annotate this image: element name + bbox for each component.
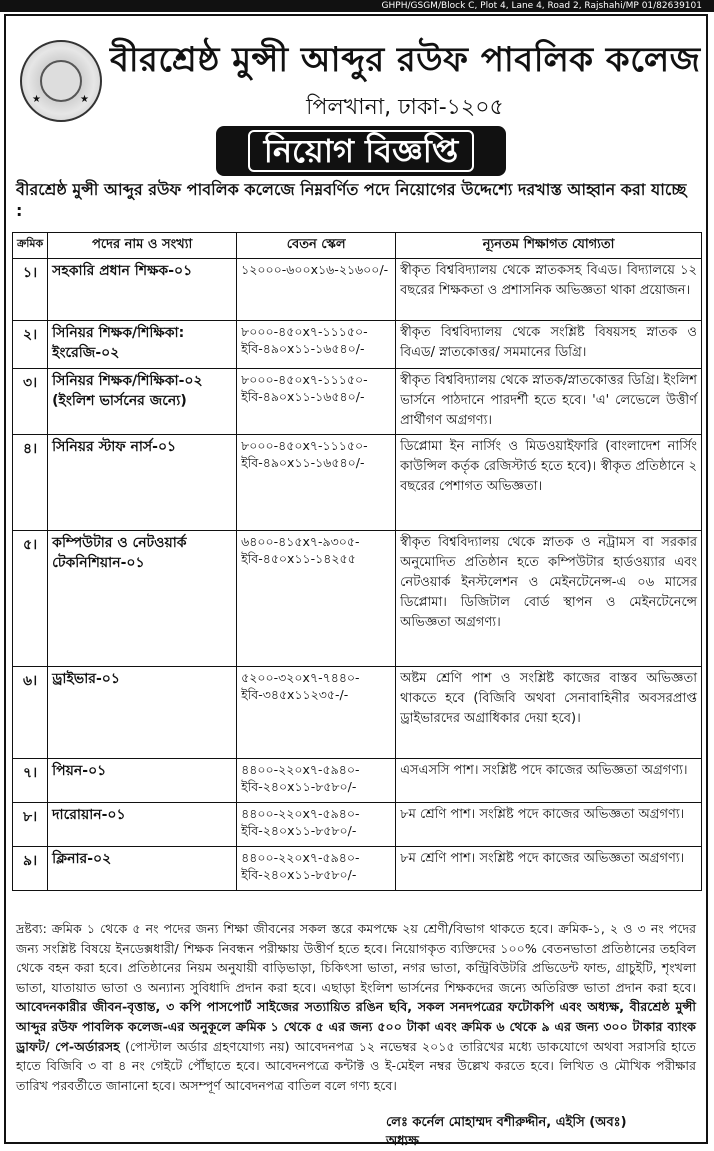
college-logo-icon xyxy=(20,40,102,122)
row-serial: ৮। xyxy=(13,803,48,847)
row-post: কম্পিউটার ও নেটওয়ার্ক টেকনিশিয়ান-০১ xyxy=(48,531,237,667)
table-row xyxy=(13,531,702,667)
row-post: দারোয়ান-০১ xyxy=(48,803,237,847)
notice-title: নিয়োগ বিজ্ঞপ্তি xyxy=(248,130,474,172)
table-row xyxy=(13,847,702,891)
logo-emblem xyxy=(40,60,82,102)
row-pay: ৪৪০০-২২০x৭-৫৯৪০- ইবি-২৪০x১১-৮৫৮০/- xyxy=(237,759,396,803)
row-pay: ৮০০০-৪৫০x৭-১১১৫০- ইবি-৪৯০x১১-১৬৫৪০/- xyxy=(237,321,396,369)
row-post: পিয়ন-০১ xyxy=(48,759,237,803)
row-serial: ৬। xyxy=(13,667,48,759)
row-post: সিনিয়র স্টাফ নার্স-০১ xyxy=(48,435,237,531)
notes-general: দ্রষ্টব্য: ক্রমিক ১ থেকে ৫ নং পদের জন্য শিক্ষা জীবনের সকল স্তরে কমপক্ষে ২য় শ্রেণী/বিভাগ থাকতে হবে। ক্রমিক-১, ২ ও ৩ নং পদের জন্য সংশ্লিষ্ট বিষয়ে ইনডেক্সধারী/ শিক্ষক নিবন্ধন পরীক্ষায় উত্তীর্ণ হতে হবে। নিয়োগকৃত ব্যক্তিদের ১০০% বেতনভাতা প্রতিষ্ঠানের তহবিল থেকে বহন করা হবে। প্রতিষ্ঠানের নিয়ম অনুযায়ী বাড়িভাড়া, চিকিৎসা ভাতা, নগর ভাতা, কন্ট্রিবিউটরি প্রভিডেন্ট ফান্ড, গ্রাচুইটি, শৃংখলা ভাতা, যাতায়াত ভাতা ও অন্যান্য সুবিধাদি প্রদান করা হবে। এছাড়া ইংলিশ ভার্সনের শিক্ষকদের জন্যে অতিরিক্ত ভাতা প্রদান করা হবে। xyxy=(16,921,696,995)
row-post: ড্রাইভার-০১ xyxy=(48,667,237,759)
row-serial: ৩। xyxy=(13,369,48,435)
row-qualification: অষ্টম শ্রেণি পাশ ও সংশ্লিষ্ট কাজের বাস্তব অভিজ্ঞতা থাকতে হবে (বিজিবি অথবা সেনাবাহিনীর অবসরপ্রাপ্ত ড্রাইভারদের অগ্রাধিকার দেয়া হবে)। xyxy=(396,667,702,759)
row-qualification: এসএসসি পাশ। সংশ্লিষ্ট পদে কাজের অভিজ্ঞতা অগ্রগণ্য। xyxy=(396,759,702,803)
table-row xyxy=(13,803,702,847)
row-pay: ৪৪০০-২২০x৭-৫৯৪০- ইবি-২৪০x১১-৮৫৮০/- xyxy=(237,847,396,891)
signatory-title: অধ্যক্ষ xyxy=(386,1134,419,1149)
row-post: সিনিয়র শিক্ষক/শিক্ষিকা: ইংরেজি-০২ xyxy=(48,321,237,369)
vacancy-table xyxy=(12,232,702,891)
table-row xyxy=(13,369,702,435)
row-serial: ১। xyxy=(13,259,48,321)
signature-block xyxy=(386,1113,696,1151)
table-row xyxy=(13,435,702,531)
signatory-name: লেঃ কর্নেল মোহাম্মদ বশীরুদ্দীন, এইসি (অবঃ) xyxy=(386,1115,627,1130)
row-pay: ৬৪০০-৪১৫x৭-৯৩০৫- ইবি-৪৫০x১১-১৪২৫৫ xyxy=(237,531,396,667)
row-qualification: ডিপ্লোমা ইন নার্সিং ও মিডওয়াইফারি (বাংলাদেশ নার্সিং কাউন্সিল কর্তৃক রেজিস্টার্ড হতে হবে)। স্বীকৃত প্রতিষ্ঠানে ২ বছরের পেশাগত অভিজ্ঞতা। xyxy=(396,435,702,531)
row-serial: ৪। xyxy=(13,435,48,531)
row-serial: ৫। xyxy=(13,531,48,667)
logo-star-icon: ★ xyxy=(80,94,89,105)
logo-star-icon: ★ xyxy=(32,94,41,105)
row-qualification: ৮ম শ্রেণি পাশ। সংশ্লিষ্ট পদে কাজের অভিজ্ঞতা অগ্রগণ্য। xyxy=(396,803,702,847)
college-address: পিলখানা, ঢাকা-১২০৫ xyxy=(306,95,504,120)
row-qualification: ৮ম শ্রেণি পাশ। সংশ্লিষ্ট পদে কাজের অভিজ্ঞতা অগ্রগণ্য। xyxy=(396,847,702,891)
col-header-qualification: ন্যূনতম শিক্ষাগত যোগ্যতা xyxy=(396,233,702,259)
notes-section xyxy=(16,919,696,1095)
table-row xyxy=(13,321,702,369)
table-row xyxy=(13,259,702,321)
row-pay: ৪৪০০-২২০x৭-৫৯৪০- ইবি-২৪০x১১-৮৫৮০/- xyxy=(237,803,396,847)
college-name: বীরশ্রেষ্ঠ মুন্সী আব্দুর রউফ পাবলিক কলেজ xyxy=(110,40,701,80)
table-header-row xyxy=(13,233,702,259)
advertisement-frame xyxy=(4,14,708,1149)
row-post: সিনিয়র শিক্ষক/শিক্ষিকা-০২ (ইংলিশ ভার্সনের জন্যে) xyxy=(48,369,237,435)
top-strip: GHPH/GSGM/Block C, Plot 4, Lane 4, Road 2, Rajshahi/MP 01/82639101 xyxy=(0,0,714,12)
table-row xyxy=(13,759,702,803)
notes-application-deadline: (পোস্টাল অর্ডার গ্রহণযোগ্য নয়) আবেদনপত্র ১২ নভেম্বর ২০১৫ তারিখের মধ্যে ডাকযোগে অথবা সরাসরি হাতে হাতে বিজিবি ৩ বা ৪ নং গেইটে পৌঁছাতে হবে। আবেদনপত্রে কন্টাক্ট ও ই-মেইল নম্বর উল্লেখ করতে হবে। লিখিত ও মৌখিক পরীক্ষার তারিখ পরবর্তীতে জানানো হবে। অসম্পূর্ণ আবেদনপত্র বাতিল বলে গণ্য হবে। xyxy=(16,1038,696,1093)
col-header-serial: ক্রমিক xyxy=(13,233,48,259)
row-serial: ৭। xyxy=(13,759,48,803)
table-row xyxy=(13,667,702,759)
row-pay: ৫২০০-৩২০x৭-৭৪৪০- ইবি-৩৪৫x১১২৩৫-/- xyxy=(237,667,396,759)
row-qualification: স্বীকৃত বিশ্ববিদ্যালয় থেকে স্নাতক/স্নাতকোত্তর ডিগ্রি। ইংলিশ ভার্সনে পাঠদানে পারদর্শী হতে হবে। 'এ' লেভেলে উত্তীর্ণ প্রার্থীগণ অগ্রগণ্য। xyxy=(396,369,702,435)
row-serial: ৯। xyxy=(13,847,48,891)
row-pay: ৮০০০-৪৫০x৭-১১১৫০- ইবি-৪৯০x১১-১৬৫৪০/- xyxy=(237,435,396,531)
intro-text: বীরশ্রেষ্ঠ মুন্সী আব্দুর রউফ পাবলিক কলেজে নিম্নবর্ণিত পদে নিয়োগের উদ্দেশ্যে দরখাস্ত আহ্বান করা যাচ্ছে : xyxy=(16,180,687,220)
row-qualification: স্বীকৃত বিশ্ববিদ্যালয় থেকে সংশ্লিষ্ট বিষয়সহ স্নাতক ও বিএড/ স্নাতকোত্তর/ সমমানের ডিগ্রি। xyxy=(396,321,702,369)
col-header-pay: বেতন স্কেল xyxy=(237,233,396,259)
row-serial: ২। xyxy=(13,321,48,369)
col-header-post: পদের নাম ও সংখ্যা xyxy=(48,233,237,259)
row-post: ক্লিনার-০২ xyxy=(48,847,237,891)
row-qualification: স্বীকৃত বিশ্ববিদ্যালয় থেকে স্নাতক ও নট্রামস বা সরকার অনুমোদিত প্রতিষ্ঠান হতে কম্পিউটার হার্ডওয়্যার এবং নেটওয়ার্ক ইনস্টলেশন ও মেইনটেনেন্স-এ ০৬ মাসের ডিপ্লোমা। ডিজিটাল বোর্ড স্থাপন ও মেইনটেনেন্সে অভিজ্ঞতা অগ্রগণ্য। xyxy=(396,531,702,667)
row-pay: ৮০০০-৪৫০x৭-১১১৫০- ইবি-৪৯০x১১-১৬৫৪০/- xyxy=(237,369,396,435)
header xyxy=(6,16,706,222)
row-qualification: স্বীকৃত বিশ্ববিদ্যালয় থেকে স্নাতকসহ বিএড। বিদ্যালয়ে ১২ বছরের শিক্ষকতা ও প্রশাসনিক অভিজ্ঞতা থাকা প্রয়োজন। xyxy=(396,259,702,321)
notes-application-docs: আবেদনকারীর জীবন-বৃত্তান্ত, ৩ কপি পাসপোর্ট সাইজের সত্যায়িত রঙিন ছবি, সকল সনদপত্রের ফটোকপি এবং অধ্যক্ষ, বীরশ্রেষ্ঠ মুন্সী আব্দুর রউফ পাবলিক কলেজ-এর অনুকূলে ক্রমিক ১ থেকে ৫ এর জন্য ৫০০ টাকা এবং ক্রমিক ৬ থেকে ৯ এর জন্য ৩০০ টাকার ব্যাংক ড্রাফট/ পে-অর্ডারসহ xyxy=(16,999,696,1054)
row-pay: ১২০০০-৬০০x১৬-২১৬০০/- xyxy=(237,259,396,321)
notice-title-badge xyxy=(216,126,506,176)
row-post: সহকারি প্রধান শিক্ষক-০১ xyxy=(48,259,237,321)
